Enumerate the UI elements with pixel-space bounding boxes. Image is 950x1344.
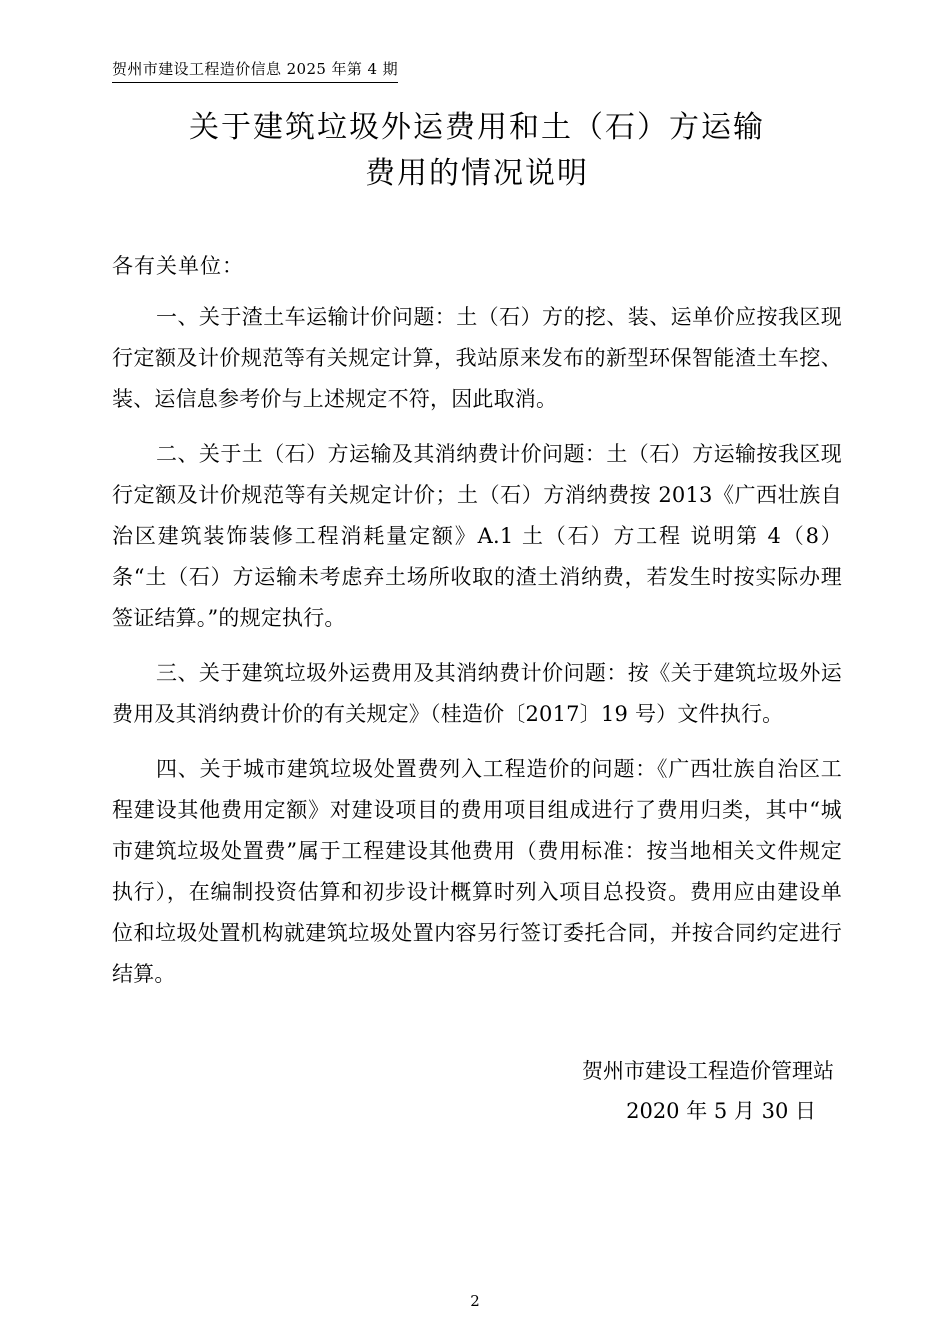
document-body xyxy=(112,58,842,1131)
page-title-line-1: 关于建筑垃圾外运费用和土（石）方运输 xyxy=(189,110,765,145)
signature-block xyxy=(112,1051,842,1131)
paragraph-4: 四、关于城市建筑垃圾处置费列入工程造价的问题：《广西壮族自治区工程建设其他费用定额》对建设项目的费用项目组成进行了费用归类，其中“城市建筑垃圾处置费”属于工程建设其他费用（费用标准：按当地相关文件规定执行），在编制投资估算和初步设计概算时列入项目总投资。费用应由建设单位和垃圾处置机构就建筑垃圾处置内容另行签订委托合同，并按合同约定进行结算。 xyxy=(112,757,842,986)
signature-date: 2020 年 5 月 30 日 xyxy=(626,1099,816,1123)
page-title xyxy=(112,105,842,197)
running-header: 贺州市建设工程造价信息 2025 年第 4 期 xyxy=(112,58,398,83)
page-number: 2 xyxy=(470,1292,480,1310)
paragraph-1: 一、关于渣土车运输计价问题：土（石）方的挖、装、运单价应按我区现行定额及计价规范等有关规定计算，我站原来发布的新型环保智能渣土车挖、装、运信息参考价与上述规定不符，因此取消。 xyxy=(112,305,842,411)
signature-organization: 贺州市建设工程造价管理站 xyxy=(582,1059,834,1083)
paragraph-2: 二、关于土（石）方运输及其消纳费计价问题：土（石）方运输按我区现行定额及计价规范等有关规定计价；土（石）方消纳费按 2013《广西壮族自治区建筑装饰装修工程消耗量定额》A.1 土（石）方工程 说明第 4（8）条“土（石）方运输未考虑弃土场所收取的渣土消纳费，若发生时按实际办理签证结算。”的规定执行。 xyxy=(112,442,842,630)
paragraph-3: 三、关于建筑垃圾外运费用及其消纳费计价问题：按《关于建筑垃圾外运费用及其消纳费计价的有关规定》（桂造价〔2017〕19 号）文件执行。 xyxy=(112,661,842,726)
page-title-line-2: 费用的情况说明 xyxy=(365,156,589,191)
salutation: 各有关单位： xyxy=(112,254,244,278)
